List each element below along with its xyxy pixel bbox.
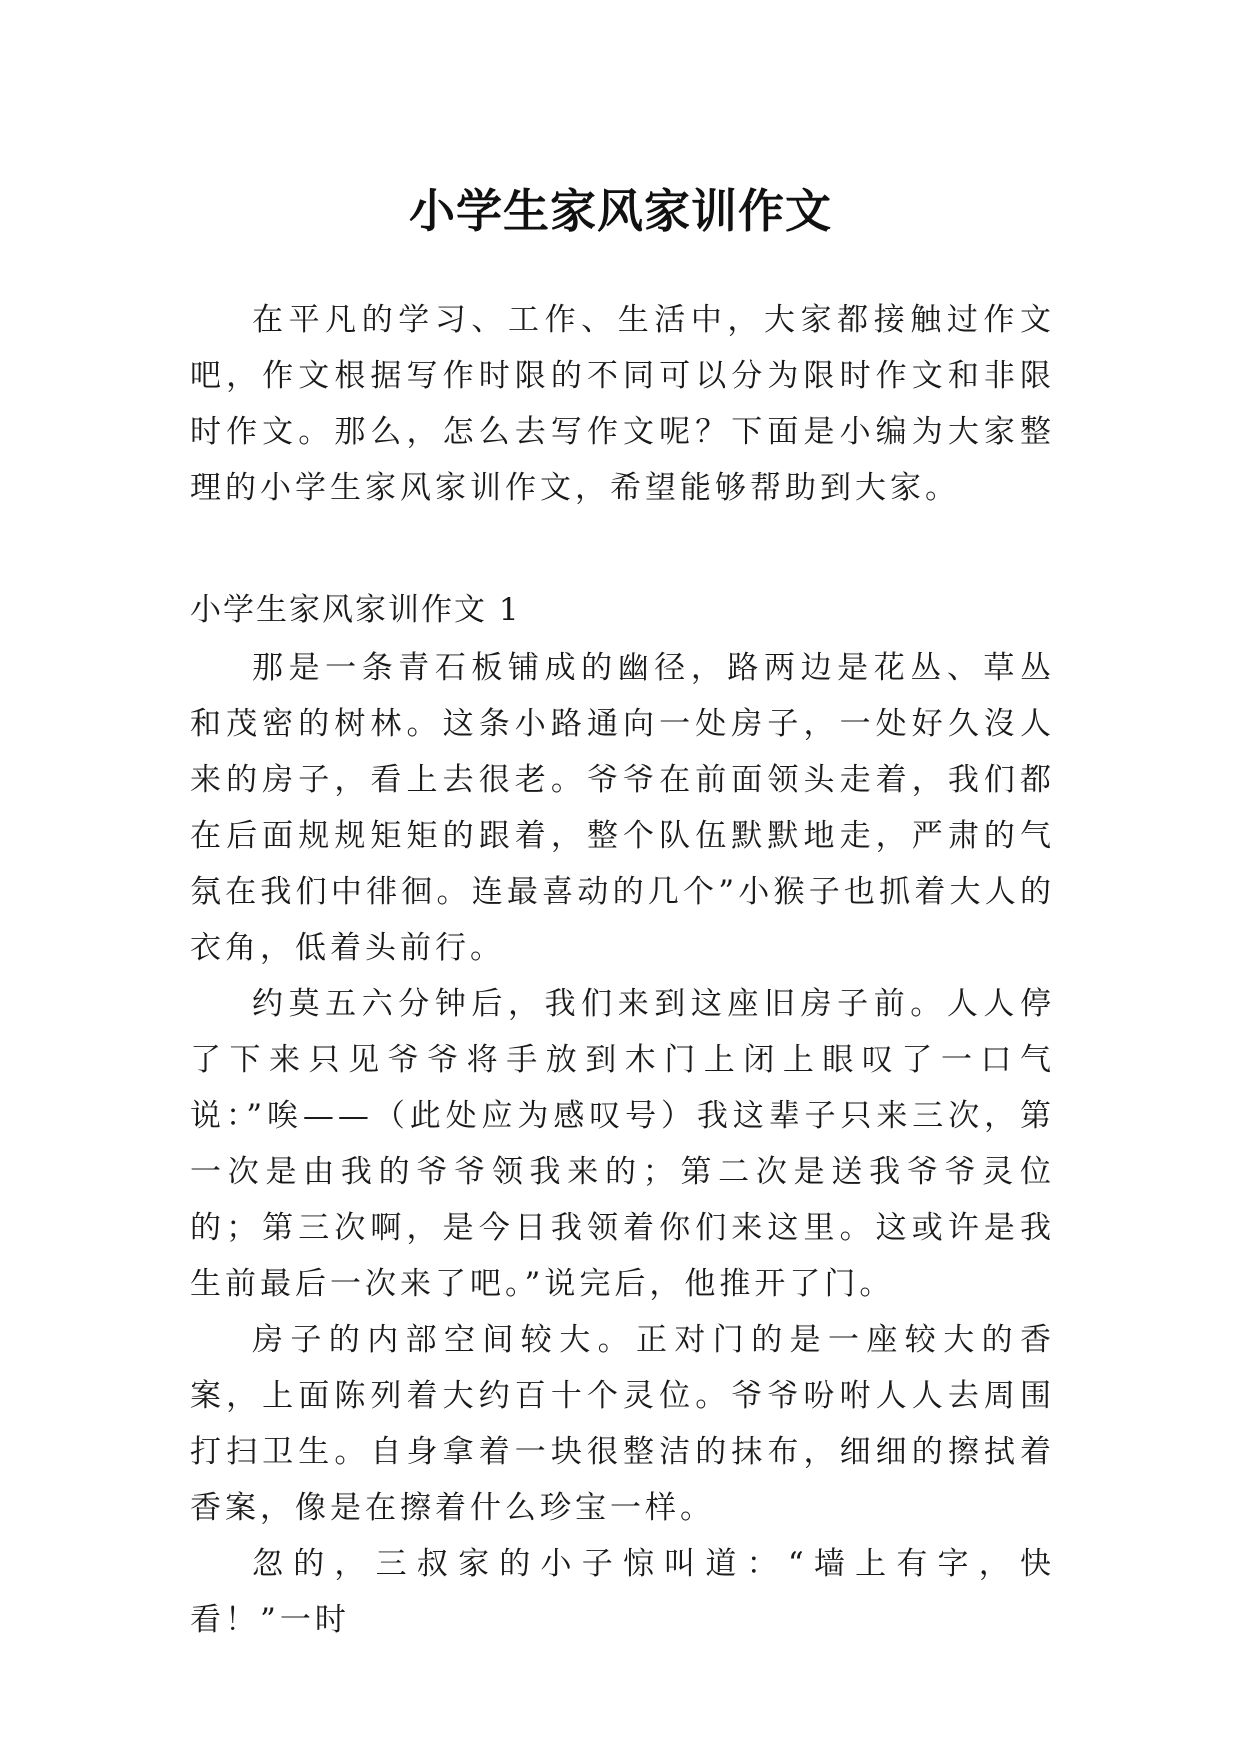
essay-section-1	[190, 582, 1055, 1648]
body-paragraph: 那是一条青石板铺成的幽径，路两边是花丛、草丛和茂密的树林。这条小路通向一处房子，一处好久沒人来的房子，看上去很老。爷爷在前面领头走着，我们都在后面规规矩矩的跟着，整个队伍默默地走，严肃的气氛在我们中徘徊。连最喜动的几个”小猴子也抓着大人的衣角，低着头前行。	[190, 650, 1055, 966]
document-title: 小学生家风家训作文	[409, 183, 832, 238]
intro-paragraph: 在平凡的学习、工作、生活中，大家都接触过作文吧，作文根据写作时限的不同可以分为限时作文和非限时作文。那么，怎么去写作文呢？下面是小编为大家整理的小学生家风家训作文，希望能够帮助到大家。	[190, 302, 1055, 506]
body-paragraph: 忽的，三叔家的小子惊叫道：“墙上有字，快看！”一时	[190, 1546, 1055, 1638]
intro-block	[190, 292, 1055, 516]
section-heading: 小学生家风家训作文 1	[190, 592, 521, 628]
body-paragraph: 约莫五六分钟后，我们来到这座旧房子前。人人停了下来只见爷爷将手放到木门上闭上眼叹了一口气说：”唉——（此处应为感叹号）我这辈子只来三次，第一次是由我的爷爷领我来的；第二次是送我爷爷灵位的；第三次啊，是今日我领着你们来这里。这或许是我生前最后一次来了吧。”说完后，他推开了门。	[190, 986, 1055, 1302]
body-paragraph: 房子的内部空间较大。正对门的是一座较大的香案，上面陈列着大约百十个灵位。爷爷吩咐人人去周围打扫卫生。自身拿着一块很整洁的抹布，细细的擦拭着香案，像是在擦着什么珍宝一样。	[190, 1322, 1055, 1526]
